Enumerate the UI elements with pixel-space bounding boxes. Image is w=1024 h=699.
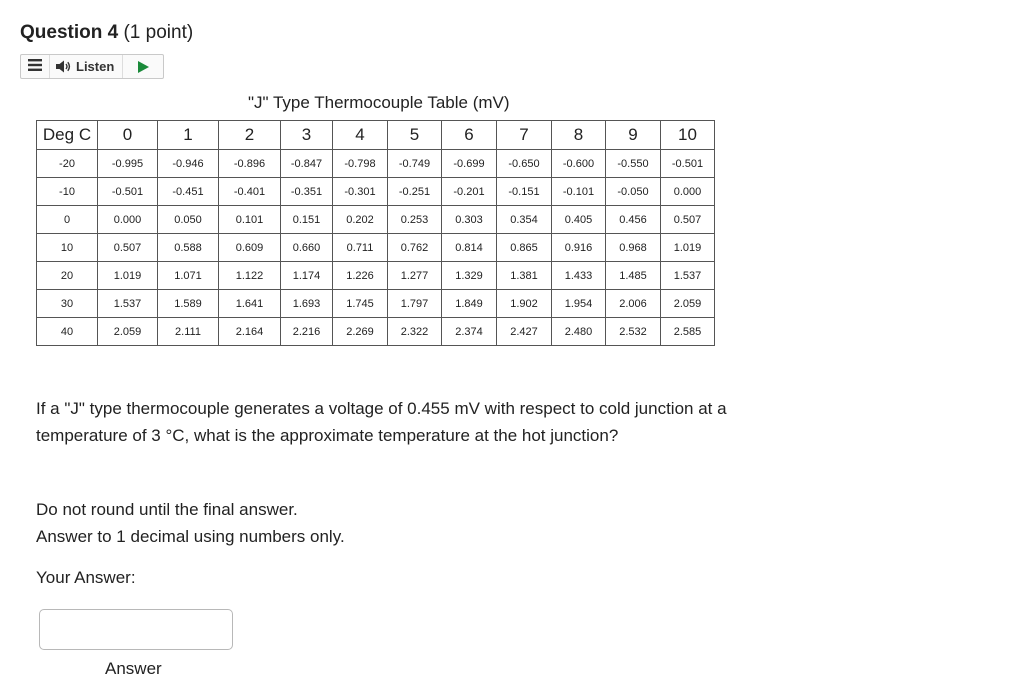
- question-points: (1 point): [123, 22, 194, 43]
- table-cell: 0.711: [333, 234, 388, 262]
- table-cell: 1.381: [497, 262, 552, 290]
- table-cell: 2.585: [661, 318, 715, 346]
- row-temp-label: -10: [37, 178, 98, 206]
- table-cell: 0.000: [98, 206, 158, 234]
- instruction-format: Answer to 1 decimal using numbers only.: [36, 527, 345, 546]
- table-cell: 0.968: [606, 234, 661, 262]
- table-cell: 2.480: [552, 318, 606, 346]
- header-col-5: 5: [388, 121, 442, 150]
- table-cell: -0.151: [497, 178, 552, 206]
- table-title: "J" Type Thermocouple Table (mV): [248, 93, 510, 112]
- menu-icon: [28, 58, 42, 76]
- answer-field-label: Answer: [105, 659, 162, 678]
- table-row: [37, 150, 715, 178]
- table-cell: 2.322: [388, 318, 442, 346]
- table-cell: 0.050: [158, 206, 219, 234]
- row-temp-label: 30: [37, 290, 98, 318]
- table-cell: -0.451: [158, 178, 219, 206]
- header-col-6: 6: [442, 121, 497, 150]
- question-text: If a "J" type thermocouple generates a voltage of 0.455 mV with respect to cold junction at a temperature of 3 °C, what is the approximate temperature at the hot junction?: [36, 399, 727, 445]
- question-number: Question 4: [20, 22, 119, 43]
- table-row: [37, 206, 715, 234]
- table-cell: -0.749: [388, 150, 442, 178]
- row-temp-label: 40: [37, 318, 98, 346]
- table-cell: -0.251: [388, 178, 442, 206]
- table-header-row: [37, 121, 715, 150]
- table-cell: 1.745: [333, 290, 388, 318]
- table-cell: 1.954: [552, 290, 606, 318]
- table-cell: -0.101: [552, 178, 606, 206]
- table-cell: -0.401: [219, 178, 281, 206]
- header-col-3: 3: [281, 121, 333, 150]
- table-cell: -0.600: [552, 150, 606, 178]
- table-cell: 1.277: [388, 262, 442, 290]
- table-cell: 0.303: [442, 206, 497, 234]
- header-col-0: 0: [98, 121, 158, 150]
- table-cell: 0.865: [497, 234, 552, 262]
- listen-label: Listen: [76, 59, 115, 74]
- speaker-icon: [56, 60, 71, 73]
- table-cell: 0.507: [661, 206, 715, 234]
- table-cell: -0.896: [219, 150, 281, 178]
- row-temp-label: 10: [37, 234, 98, 262]
- table-cell: 0.609: [219, 234, 281, 262]
- table-cell: 1.537: [98, 290, 158, 318]
- table-cell: 2.216: [281, 318, 333, 346]
- table-cell: 0.456: [606, 206, 661, 234]
- table-cell: 1.797: [388, 290, 442, 318]
- table-cell: 0.660: [281, 234, 333, 262]
- listen-button[interactable]: [50, 55, 123, 78]
- table-cell: -0.501: [98, 178, 158, 206]
- toolbar-menu-button[interactable]: [21, 55, 50, 78]
- question-title: [20, 22, 193, 44]
- table-row: [37, 234, 715, 262]
- table-cell: 0.405: [552, 206, 606, 234]
- listen-toolbar: [20, 54, 164, 79]
- table-cell: -0.946: [158, 150, 219, 178]
- table-cell: 0.202: [333, 206, 388, 234]
- instruction-rounding: Do not round until the final answer.: [36, 500, 298, 519]
- table-cell: 0.762: [388, 234, 442, 262]
- header-col-9: 9: [606, 121, 661, 150]
- table-cell: 0.354: [497, 206, 552, 234]
- header-col-2: 2: [219, 121, 281, 150]
- table-row: [37, 262, 715, 290]
- header-col-1: 1: [158, 121, 219, 150]
- table-cell: 1.071: [158, 262, 219, 290]
- table-cell: 0.814: [442, 234, 497, 262]
- table-cell: 1.485: [606, 262, 661, 290]
- table-cell: 2.427: [497, 318, 552, 346]
- table-cell: -0.847: [281, 150, 333, 178]
- thermocouple-table: [36, 120, 715, 346]
- your-answer-label: Your Answer:: [36, 568, 136, 587]
- table-cell: 1.902: [497, 290, 552, 318]
- table-cell: -0.798: [333, 150, 388, 178]
- table-body: [37, 150, 715, 346]
- play-icon: [138, 61, 149, 73]
- table-cell: 2.374: [442, 318, 497, 346]
- table-cell: -0.650: [497, 150, 552, 178]
- table-cell: 0.151: [281, 206, 333, 234]
- table-cell: 1.122: [219, 262, 281, 290]
- row-temp-label: -20: [37, 150, 98, 178]
- table-cell: 0.916: [552, 234, 606, 262]
- row-temp-label: 0: [37, 206, 98, 234]
- table-cell: 1.537: [661, 262, 715, 290]
- table-cell: -0.550: [606, 150, 661, 178]
- table-row: [37, 178, 715, 206]
- table-cell: 1.589: [158, 290, 219, 318]
- header-col-4: 4: [333, 121, 388, 150]
- header-col-8: 8: [552, 121, 606, 150]
- table-cell: 0.507: [98, 234, 158, 262]
- instructions: [36, 496, 345, 550]
- table-cell: 1.433: [552, 262, 606, 290]
- table-cell: 0.588: [158, 234, 219, 262]
- header-deg-c: Deg C: [37, 121, 98, 150]
- table-row: [37, 318, 715, 346]
- table-cell: 1.226: [333, 262, 388, 290]
- table-cell: -0.351: [281, 178, 333, 206]
- table-cell: 2.164: [219, 318, 281, 346]
- table-cell: 2.111: [158, 318, 219, 346]
- table-row: [37, 290, 715, 318]
- table-cell: -0.995: [98, 150, 158, 178]
- row-temp-label: 20: [37, 262, 98, 290]
- table-cell: 2.269: [333, 318, 388, 346]
- table-cell: 0.000: [661, 178, 715, 206]
- table-cell: 1.174: [281, 262, 333, 290]
- table-cell: 0.101: [219, 206, 281, 234]
- table-cell: -0.201: [442, 178, 497, 206]
- table-cell: 1.019: [661, 234, 715, 262]
- table-cell: 1.641: [219, 290, 281, 318]
- table-cell: -0.501: [661, 150, 715, 178]
- table-cell: 1.019: [98, 262, 158, 290]
- table-cell: 1.329: [442, 262, 497, 290]
- header-col-7: 7: [497, 121, 552, 150]
- answer-input[interactable]: [39, 609, 233, 650]
- table-cell: 0.253: [388, 206, 442, 234]
- table-cell: 2.006: [606, 290, 661, 318]
- table-cell: -0.301: [333, 178, 388, 206]
- table-cell: -0.699: [442, 150, 497, 178]
- table-cell: 1.693: [281, 290, 333, 318]
- play-button[interactable]: [123, 55, 163, 78]
- table-cell: 2.059: [661, 290, 715, 318]
- table-cell: 2.059: [98, 318, 158, 346]
- table-cell: 1.849: [442, 290, 497, 318]
- header-col-10: 10: [661, 121, 715, 150]
- table-cell: 2.532: [606, 318, 661, 346]
- table-cell: -0.050: [606, 178, 661, 206]
